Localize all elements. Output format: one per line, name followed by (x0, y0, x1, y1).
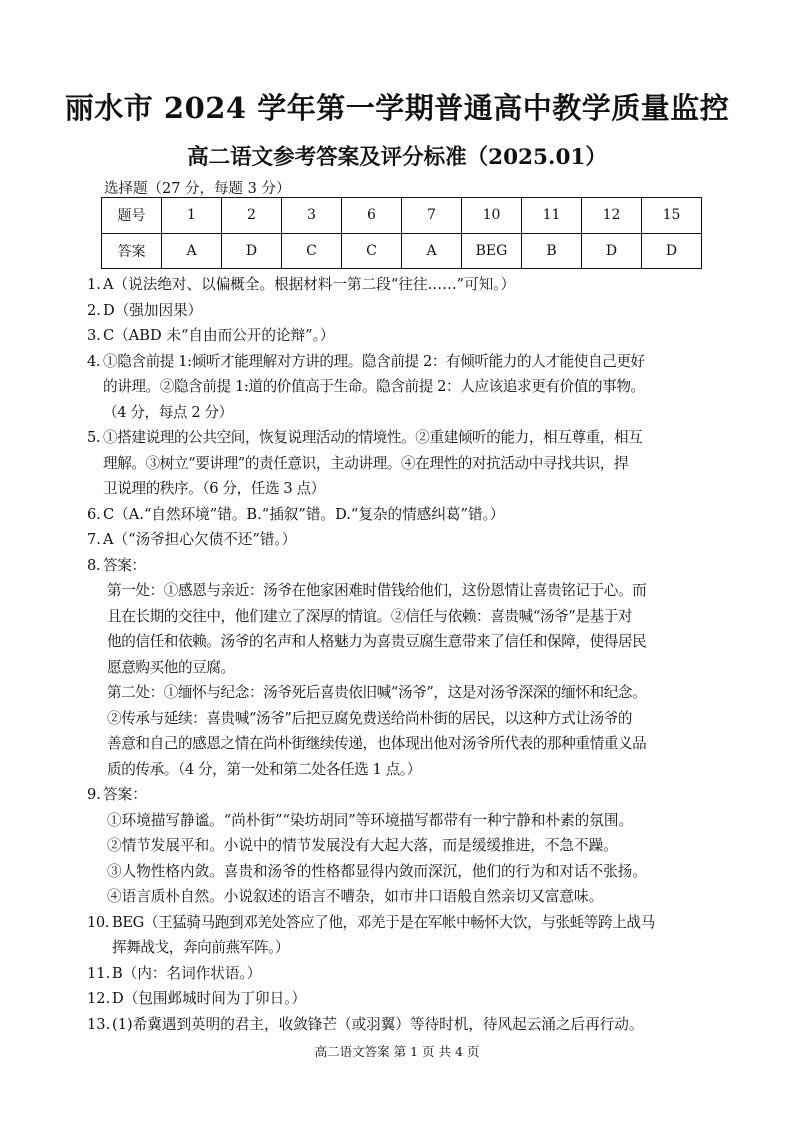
multiple-choice-intro: 选择题（27 分，每题 3 分） (104, 181, 291, 197)
answer-line: D（强加因果） (103, 301, 203, 319)
answer-cell: D (642, 233, 702, 269)
answer-line: 且在长期的交往中，他们建立了深厚的情谊。②信任与依赖：喜贵喊“汤爷”是基于对 (107, 607, 633, 625)
question-number-cell: 15 (642, 198, 702, 234)
answer-line: C（A.“自然环境”错。B.“插叙”错。D.“复杂的情感纠葛”错。） (103, 505, 505, 523)
question-number-cell: 12 (582, 198, 642, 234)
answer-cell: D (582, 233, 642, 269)
answer-line: C（ABD 未“自由而公开的论辩”。） (103, 327, 335, 344)
answer-item-13 (87, 1012, 709, 1038)
answer-line: 挥舞战戈，奔向前燕军阵。） (112, 939, 290, 956)
answer-item-2 (87, 298, 709, 324)
question-number: 13. (87, 1015, 111, 1033)
question-number: 3. (87, 327, 101, 344)
answer-cell: A (402, 233, 462, 269)
answer-line: ①环境描写静谧。“尚朴街”“染坊胡同”等环境描写都带有一种宁静和朴素的氛围。 (107, 811, 634, 829)
question-number: 6. (87, 505, 101, 523)
answer-item-10 (87, 910, 709, 961)
question-number-row (102, 198, 702, 234)
question-number: 8. (87, 556, 101, 574)
answer-table (101, 197, 702, 269)
answer-item-5 (87, 425, 709, 502)
answer-cell: C (282, 233, 342, 269)
answer-line: 质的传承。（4 分，第一处和第二处各任选 1 点。） (107, 760, 421, 778)
answer-item-4 (87, 349, 709, 426)
question-number-cell: 11 (522, 198, 582, 234)
answer-line: ③人物性格内敛。喜贵和汤爷的性格都显得内敛而深沉，他们的行为和对话不张扬。 (107, 862, 647, 880)
answer-item-8 (87, 553, 709, 783)
question-number: 12. (87, 990, 111, 1007)
question-number-cell: 2 (222, 198, 282, 234)
answer-line: 卫说理的秩序。（6 分，任选 3 点） (103, 480, 325, 497)
question-number: 1. (87, 276, 101, 293)
answer-item-3 (87, 323, 709, 349)
answer-cell: C (342, 233, 402, 269)
question-number: 10. (87, 913, 110, 931)
answer-line: （4 分，每点 2 分） (103, 403, 233, 421)
answer-line: 愿意购买他的豆腐。 (107, 658, 235, 676)
answer-line: 的讲理。②隐含前提 1:道的价值高于生命。隐含前提 2：人应该追求更有价值的事物。 (103, 378, 645, 395)
question-number-cell: 10 (462, 198, 522, 234)
page-footer: 高二语文答案 第 1 页 共 4 页 (314, 1044, 480, 1059)
answer-line: BEG（王猛骑马跑到邓羌处答应了他，邓羌于是在军帐中畅怀大饮，与张蚝等跨上战马 (112, 913, 655, 931)
answer-line: ②情节发展平和。小说中的情节发展没有大起大落，而是缓缓推进，不急不躁。 (107, 837, 618, 854)
answer-line: ①隐含前提 1:倾听才能理解对方讲的理。隐含前提 2：有倾听能力的人才能使自己更好 (103, 352, 645, 370)
document-title: 丽水市 2024 学年第一学期普通高中教学质量监控 (64, 91, 730, 125)
answer-cell: D (222, 233, 282, 269)
answer-line: D（包围邺城时间为丁卯日。） (112, 990, 307, 1007)
answer-line: 善意和自己的感恩之情在尚朴街继续传递，也体现出他对汤爷所代表的那种重情重义品 (107, 735, 647, 752)
answer-cell: BEG (462, 233, 522, 269)
question-number-cell: 6 (342, 198, 402, 234)
answer-line: 他的信任和依赖。汤爷的名声和人格魅力为喜贵豆腐生意带来了信任和保障，使得居民 (107, 633, 647, 650)
answer-line: ④语言质朴自然。小说叙述的语言不嘈杂，如市井口语般自然亲切又富意味。 (107, 888, 604, 905)
question-number: 7. (87, 531, 101, 548)
question-number-cell: 7 (402, 198, 462, 234)
question-number: 11. (87, 964, 111, 982)
answer-item-1 (87, 272, 709, 298)
answer-cell: A (162, 233, 222, 269)
answer-line: B（内：名词作状语。） (112, 964, 262, 982)
answer-item-9 (87, 782, 709, 910)
document-subtitle: 高二语文参考答案及评分标准（2025.01） (187, 145, 607, 170)
question-number: 5. (87, 429, 101, 446)
answer-list (87, 272, 709, 1037)
row-label: 题号 (102, 198, 162, 234)
question-number: 9. (87, 786, 101, 803)
answer-line: 答案： (103, 786, 147, 803)
answer-line: A（说法绝对、以偏概全。根据材料一第二段“往往……”可知。） (103, 276, 516, 293)
row-label: 答案 (102, 233, 162, 269)
answer-line: (1)希冀遇到英明的君主，收敛锋芒（或羽翼）等待时机，待风起云涌之后再行动。 (112, 1015, 644, 1033)
answer-row (102, 233, 702, 269)
answer-cell: B (522, 233, 582, 269)
answer-line: A（“汤爷担心欠债不还”错。） (103, 531, 297, 548)
answer-item-12 (87, 986, 709, 1012)
answer-item-6 (87, 502, 709, 528)
answer-line: 第二处：①缅怀与纪念：汤爷死后喜贵依旧喊“汤爷”，这是对汤爷深深的缅怀和纪念。 (107, 684, 647, 701)
answer-line: 第一处：①感恩与亲近：汤爷在他家困难时借钱给他们，这份恩情让喜贵铭记于心。而 (107, 582, 647, 599)
answer-line: ①搭建说理的公共空间，恢复说理活动的情境性。②重建倾听的能力，相互尊重，相互 (103, 429, 643, 446)
question-number-cell: 1 (162, 198, 222, 234)
answer-line: 答案： (103, 556, 146, 574)
answer-line: 理解。③树立“要讲理”的责任意识，主动讲理。④在理性的对抗活动中寻找共识，捍 (103, 454, 629, 472)
answer-item-7 (87, 527, 709, 553)
question-number: 4. (87, 352, 101, 370)
question-number: 2. (87, 301, 101, 319)
question-number-cell: 3 (282, 198, 342, 234)
answer-item-11 (87, 961, 709, 987)
answer-line: ②传承与延续：喜贵喊“汤爷”后把豆腐免费送给尚朴街的居民，以这种方式让汤爷的 (107, 709, 633, 727)
